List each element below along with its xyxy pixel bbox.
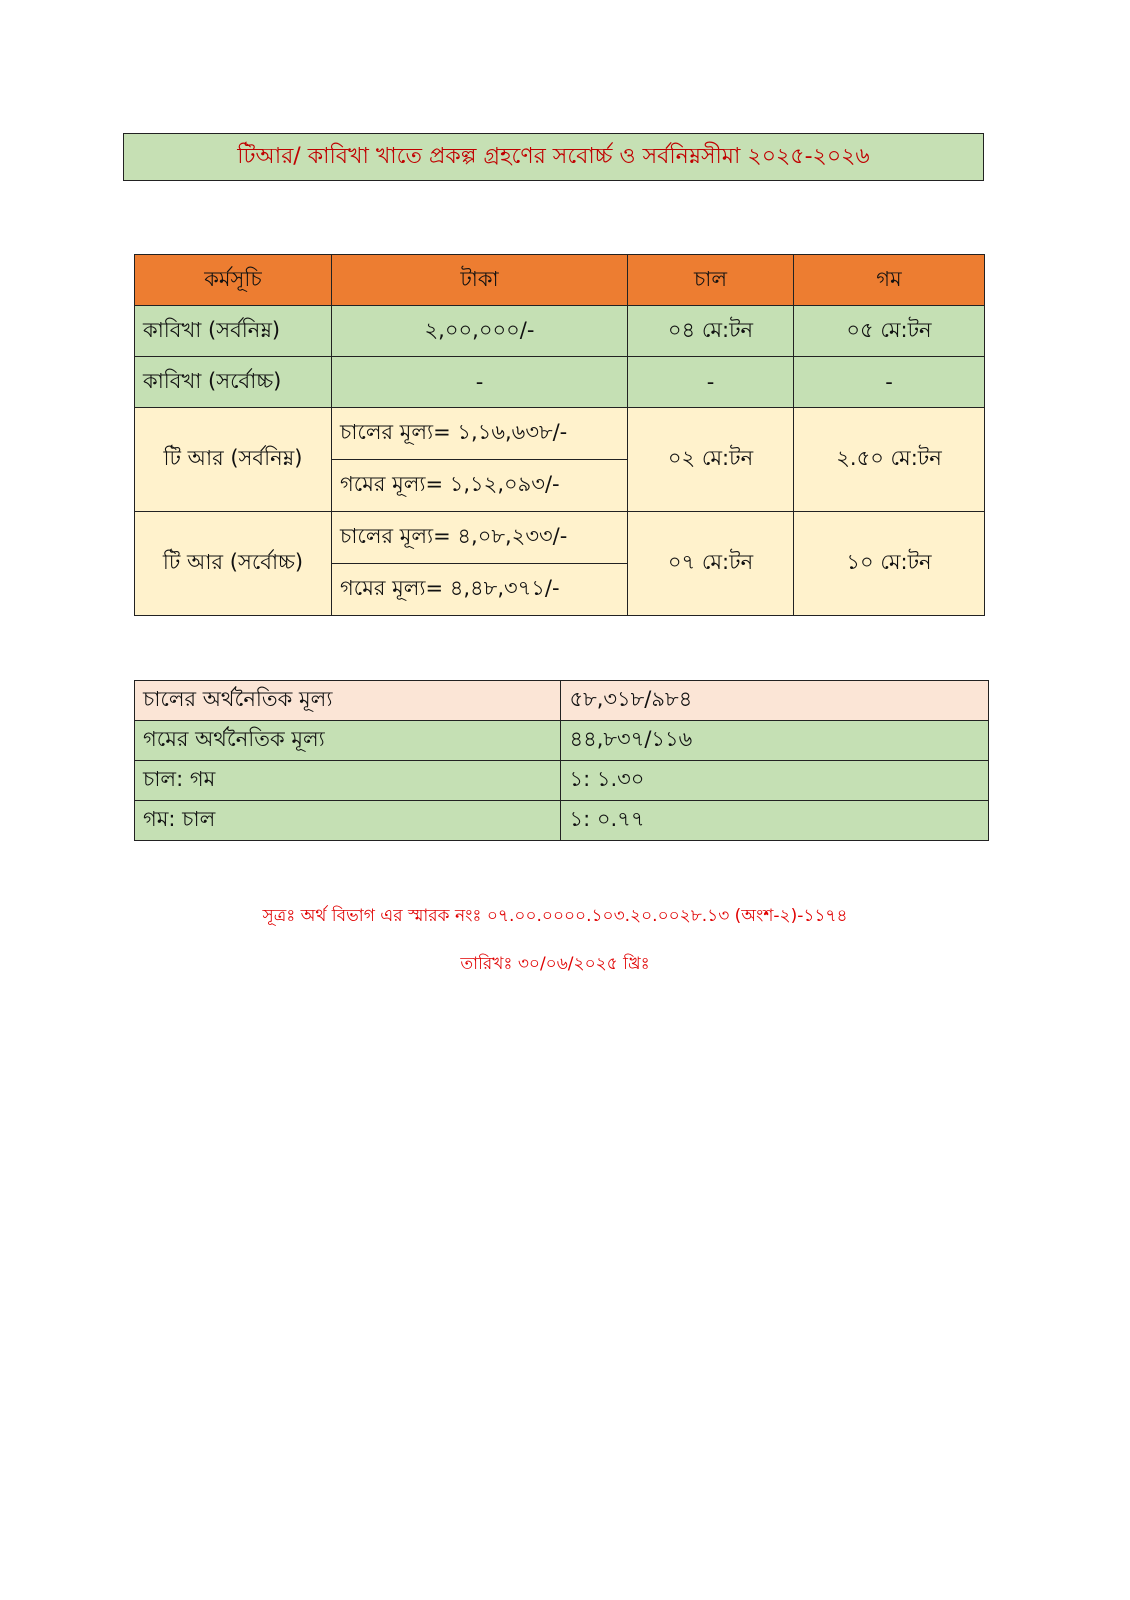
date-line: তারিখঃ ৩০/০৬/২০২৫ খ্রিঃ [460, 954, 650, 974]
value-cell: ১: ১.৩০ [561, 761, 989, 801]
allocation-limits-table [134, 254, 985, 616]
taka-cell: ২,০০,০০০/- [332, 306, 628, 357]
value-cell: ৪৪,৮৩৭/১১৬ [561, 721, 989, 761]
rice-cell: ০৭ মে:টন [628, 512, 794, 616]
rice-cell: - [628, 357, 794, 408]
rice-cell: ০৪ মে:টন [628, 306, 794, 357]
value-cell: ৫৮,৩১৮/৯৮৪ [561, 681, 989, 721]
header-taka: টাকা [332, 255, 628, 306]
program-cell: কাবিখা (সর্বোচ্চ) [135, 357, 332, 408]
taka-wheat-cell: গমের মূল্য= ১,১২,০৯৩/- [332, 460, 628, 512]
wheat-cell: ০৫ মে:টন [794, 306, 985, 357]
table-row [135, 801, 989, 841]
table-row [135, 761, 989, 801]
wheat-cell: - [794, 357, 985, 408]
header-rice: চাল [628, 255, 794, 306]
table-row [135, 721, 989, 761]
table-header-row [135, 255, 985, 306]
table-row [135, 512, 985, 564]
wheat-cell: ২.৫০ মে:টন [794, 408, 985, 512]
page-title: টিআর/ কাবিখা খাতে প্রকল্প গ্রহণের সবোর্চ্চ ও সর্বনিম্নসীমা ২০২৫-২০২৬ [123, 133, 984, 181]
program-cell: টি আর (সর্বোচ্চ) [135, 512, 332, 616]
header-wheat: গম [794, 255, 985, 306]
program-cell: টি আর (সর্বনিম্ন) [135, 408, 332, 512]
taka-rice-cell: চালের মূল্য= ১,১৬,৬৩৮/- [332, 408, 628, 460]
taka-wheat-cell: গমের মূল্য= ৪,৪৮,৩৭১/- [332, 564, 628, 616]
wheat-cell: ১০ মে:টন [794, 512, 985, 616]
table-row [135, 306, 985, 357]
taka-rice-cell: চালের মূল্য= ৪,০৮,২৩৩/- [332, 512, 628, 564]
header-program: কর্মসূচি [135, 255, 332, 306]
rice-cell: ০২ মে:টন [628, 408, 794, 512]
economic-value-table [134, 680, 989, 841]
program-cell: কাবিখা (সর্বনিম্ন) [135, 306, 332, 357]
table-row [135, 681, 989, 721]
label-cell: চাল: গম [135, 761, 561, 801]
table-row [135, 357, 985, 408]
taka-cell: - [332, 357, 628, 408]
value-cell: ১: ০.৭৭ [561, 801, 989, 841]
label-cell: গমের অর্থনৈতিক মূল্য [135, 721, 561, 761]
label-cell: চালের অর্থনৈতিক মূল্য [135, 681, 561, 721]
label-cell: গম: চাল [135, 801, 561, 841]
source-reference: সূত্রঃ অর্থ বিভাগ এর স্মারক নংঃ ০৭.০০.০০০০.১০৩.২০.০০২৮.১৩ (অংশ-২)-১১৭৪ [262, 906, 848, 926]
table-row [135, 408, 985, 460]
